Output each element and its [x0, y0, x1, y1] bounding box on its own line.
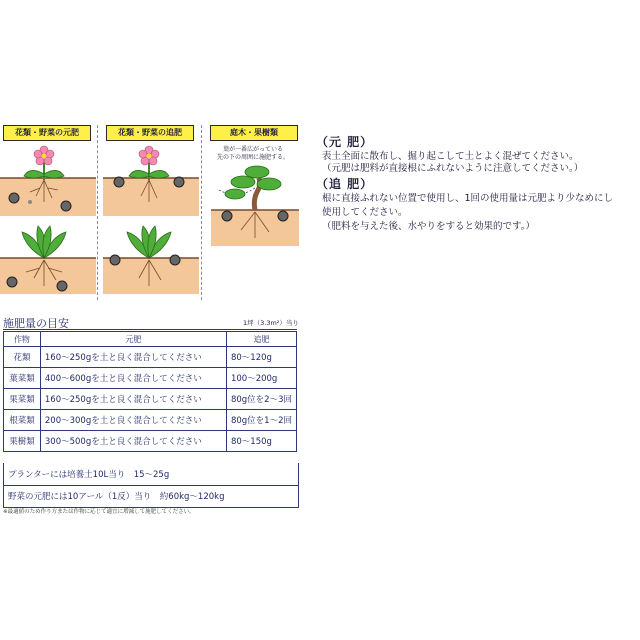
table-title: 施肥量の目安	[3, 317, 69, 330]
soil	[0, 258, 96, 294]
table-row	[4, 368, 297, 389]
application-table	[3, 331, 297, 452]
table-unit: 1坪（3.3m²）当り	[243, 319, 299, 327]
header-crop: 作物	[4, 332, 41, 347]
top-line-1: 根に直接ふれない位置で使用し、1回の使用量は元肥より少なめにし	[322, 193, 614, 204]
leaf-icon	[127, 226, 171, 258]
top-cell: 100～200g	[226, 368, 296, 389]
divider	[201, 125, 202, 300]
top-line-3: （肥料を与えた後、水やりをすると効果的です。）	[322, 221, 535, 232]
header-base: 元肥	[40, 332, 226, 347]
illustration-flower-base	[0, 140, 96, 300]
base-cell: 160～250gを土と良く混合してください	[40, 347, 226, 368]
base-cell: 300～500gを土と良く混合してください	[40, 431, 226, 452]
crop-cell: 果菜類	[4, 389, 41, 410]
tree-icon	[225, 166, 281, 199]
table-row	[4, 389, 297, 410]
base-cell: 200～300gを土と良く混合してください	[40, 410, 226, 431]
panel-title: 庭木・果樹類	[210, 125, 298, 141]
table-row	[4, 410, 297, 431]
crop-cell: 花類	[4, 347, 41, 368]
table-row	[4, 431, 297, 452]
illustration-tree	[207, 160, 303, 250]
divider	[97, 125, 98, 300]
header-top: 追肥	[226, 332, 296, 347]
top-line-2: 使用してください。	[322, 207, 408, 218]
planter-note: プランターには培養土10L当り 15～25g	[8, 470, 170, 480]
base-line-1: 表土全面に散布し、掘り起こして土とよく混ぜてください。	[322, 151, 579, 162]
top-cell: 80g位を2～3回	[226, 389, 296, 410]
base-cell: 400～600gを土と良く混合してください	[40, 368, 226, 389]
fine-print: ※最適値のため作り方または作物に応じて適宜に増減して施肥してください。	[3, 509, 195, 515]
crop-cell: 果樹類	[4, 431, 41, 452]
top-cell: 80～150g	[226, 431, 296, 452]
table-row	[4, 347, 297, 368]
vegetable-note: 野菜の元肥には10アール（1反）当り 約60kg～120kg	[8, 492, 225, 502]
panel-note: 葉が一番広がっている 先の下の周囲に施肥する。	[216, 146, 289, 161]
top-heading: （追 肥）	[316, 177, 374, 191]
leaf-icon	[22, 226, 66, 258]
crop-cell: 根菜類	[4, 410, 41, 431]
illustration-flower-top	[103, 140, 199, 300]
top-cell: 80～120g	[226, 347, 296, 368]
base-heading: （元 肥）	[316, 135, 374, 149]
base-line-2: （元肥は肥料が直接根にふれないように注意してください。）	[322, 163, 584, 174]
panel-title: 花類・野菜の元肥	[3, 125, 91, 141]
panel-title: 花類・野菜の追肥	[106, 125, 194, 141]
crop-cell: 葉菜類	[4, 368, 41, 389]
table-header-row	[4, 332, 297, 347]
divider	[3, 329, 297, 330]
top-cell: 80g位を1～2回	[226, 410, 296, 431]
base-cell: 160～250gを土と良く混合してください	[40, 389, 226, 410]
